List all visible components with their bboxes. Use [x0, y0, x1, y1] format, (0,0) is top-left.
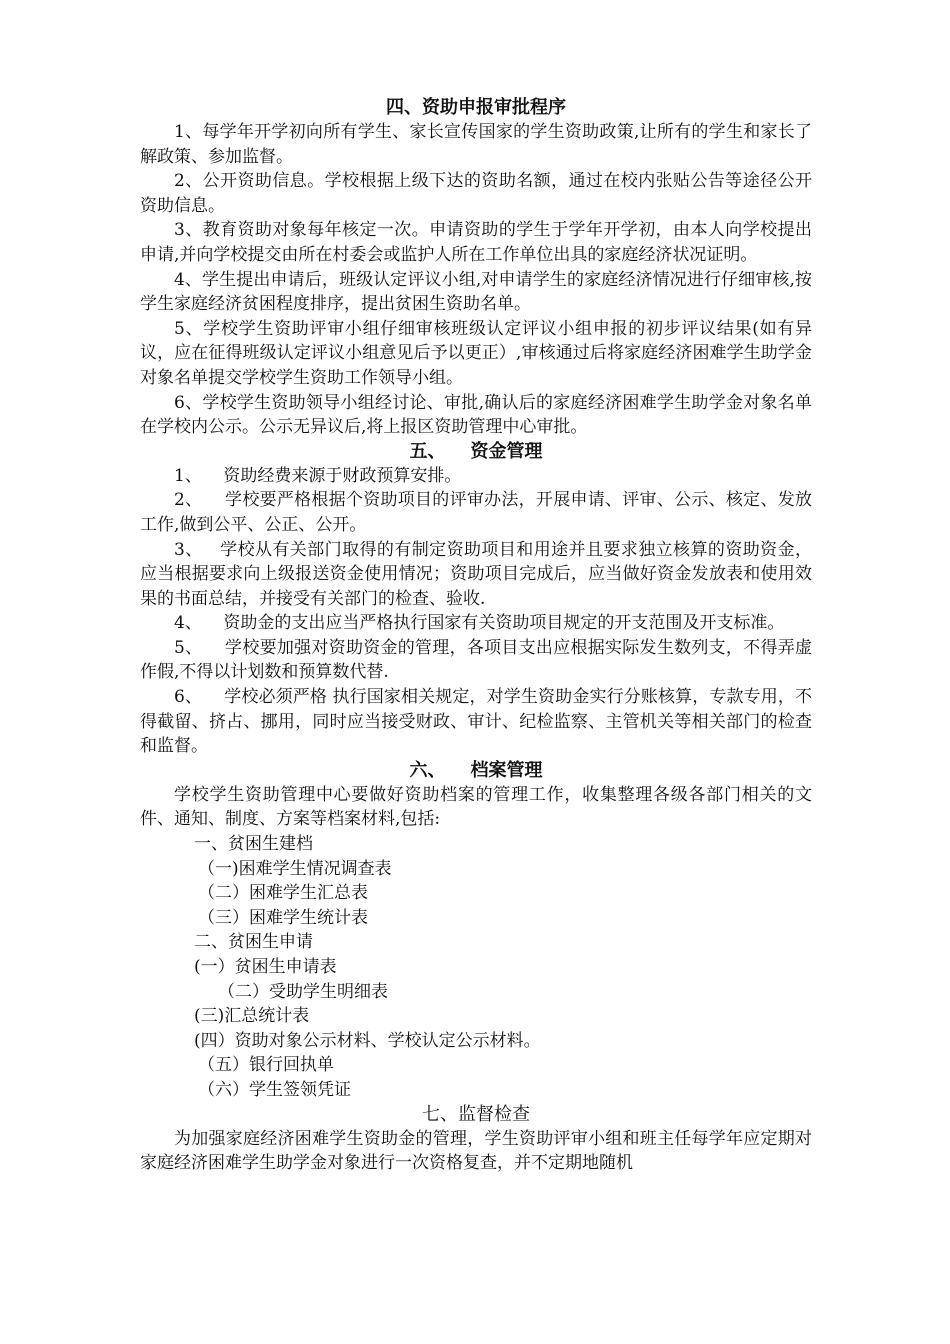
paragraph: 5、 学校要加强对资助资金的管理，各项目支出应根据实际发生数列支，不得弄虚作假,不得以计划数和预算数代替.	[140, 637, 812, 683]
list-item: (四）资助对象公示材料、学校认定公示材料。	[194, 1030, 541, 1051]
list-item: (三)汇总统计表	[194, 1006, 310, 1027]
paragraph: 4、学生提出申请后，班级认定评议小组,对申请学生的家庭经济情况进行仔细审核,按学生家庭经济贫困程度排序，提出贫困生资助名单。	[140, 269, 812, 315]
paragraph: 3、教育资助对象每年核定一次。申请资助的学生于学年开学初，由本人向学校提出申请,并向学校提交由所在村委会或监护人所在工作单位出具的家庭经济状况证明。	[140, 220, 812, 265]
list-item: （二）受助学生明细表	[218, 981, 388, 1002]
paragraph: 6、 学校必须严格 执行国家相关规定，对学生资助金实行分账核算，专款专用，不得截留、挤占、挪用，同时应当接受财政、审计、纪检监察、主管机关等相关部门的检查和监督。	[140, 687, 812, 757]
list-item: 二、贫困生申请	[194, 932, 313, 953]
paragraph: 5、学校学生资助评审小组仔细审核班级认定评议小组申报的初步评议结果(如有异议，应在征得班级认定评议小组意见后予以更正）,审核通过后将家庭经济困难学生助学金对象名单提交学校学生资助工作领导小组。	[140, 318, 812, 388]
list-item: （一)困难学生情况调查表	[198, 858, 392, 879]
paragraph: 2、 学校要严格根据个资助项目的评审办法，开展申请、评审、公示、核定、发放工作,做到公平、公正、公开。	[140, 490, 812, 535]
list-item: （三）困难学生统计表	[198, 907, 368, 928]
section-heading-6: 六、 档案管理	[409, 759, 543, 781]
section-heading-4: 四、资助申报审批程序	[386, 97, 566, 118]
document-body	[140, 96, 812, 1176]
paragraph: 学校学生资助管理中心要做好资助档案的管理工作，收集整理各级各部门相关的文件、通知、制度、方案等档案材料,包括:	[140, 784, 812, 830]
section-heading-7: 七、监督检查	[422, 1103, 530, 1125]
paragraph: 1、 资助经费来源于财政预算安排。	[174, 465, 462, 486]
paragraph: 2、公开资助信息。学校根据上级下达的资助名额，通过在校内张贴公告等途径公开资助信息。	[140, 171, 812, 216]
paragraph: 为加强家庭经济困难学生资助金的管理，学生资助评审小组和班主任每学年应定期对家庭经济困难学生助学金对象进行一次资格复查，并不定期地随机	[140, 1128, 812, 1174]
list-item: 一、贫困生建档	[194, 834, 313, 855]
paragraph: 4、 资助金的支出应当严格执行国家有关资助项目规定的开支范围及开支标准。	[174, 613, 785, 634]
paragraph: 1、每学年开学初向所有学生、家长宣传国家的学生资助政策,让所有的学生和家长了解政策、参加监督。	[140, 122, 812, 167]
list-item: （五）银行回执单	[198, 1055, 334, 1076]
list-item: （六）学生签领凭证	[198, 1079, 351, 1100]
list-item: (一）贫困生申请表	[194, 957, 337, 977]
list-item: （二）困难学生汇总表	[198, 883, 368, 904]
paragraph: 3、 学校从有关部门取得的有制定资助项目和用途并且要求独立核算的资助资金，应当根据要求向上级报送资金使用情况；资助项目完成后，应当做好资金发放表和使用效果的书面总结，并接受有关部门的检查、验收.	[140, 539, 812, 609]
section-heading-5: 五、 资金管理	[409, 440, 543, 462]
paragraph: 6、学校学生资助领导小组经讨论、审批,确认后的家庭经济困难学生助学金对象名单在学校内公示。公示无异议后,将上报区资助管理中心审批。	[140, 392, 812, 438]
